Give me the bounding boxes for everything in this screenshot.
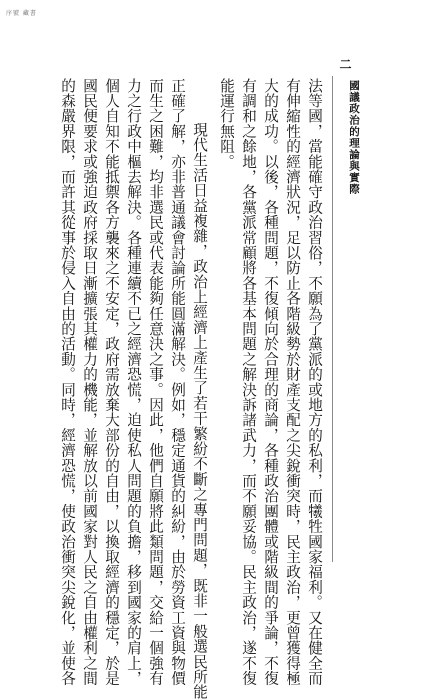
text-column: 有調和之餘地，各黨派常顧將各基本問題之解決訴諸武力，而不願妥協。民主政治，遂不復 [240,78,257,686]
text-column: 力之行政中樞去解決。各種連續不已之經濟恐慌，迫使私人問題的負擔，移到國家的肩上， [125,78,142,686]
text-column: 而生之困難，均非選民或代表能夠任意決之事。因此，他們自願將此類問題，交給一個強有 [147,78,164,686]
text-column: 法等國，當能確守政治習俗，不願為了黨派的或地方的私利，而犧牲國家福利。又在健全而 [306,78,323,686]
text-column: 大的成功。以後，各種問題，不復傾向於合理的商論，各種政治團體或階級間的爭論，不復 [262,78,279,686]
stamp-text: 序號 藏書 [6,10,37,17]
text-column: 個人自知不能抵禦各方襲來之不安定，政府需放棄大部份的自由，以換取經濟的穩定，於是 [103,78,120,686]
text-column: 的森嚴界限，而許其從事於侵入自由的活動。同時，經濟恐慌，使政治衝突尖銳化，並使各 [59,78,76,686]
header-rule [332,76,333,562]
text-column: 能運行無阻。 [218,78,235,170]
text-column: 有伸縮性的經濟狀況，足以防止各階級勢於財產支配之尖銳衝突時，民主政治，更曾獲得極 [284,78,301,686]
page-number: 二 [338,58,352,70]
page-header-title: 國議政治的理論與實際 [348,80,360,195]
text-column: 正確了解，亦非普通議會討論所能圓滿解決。例如，穩定通貨的糾紛，由於勞資工資與物價 [169,78,186,686]
text-column: 國民便要求或強迫政府採取日漸擴張其權力的機能，並解放以前國家對人民之自由權利之間 [81,78,98,686]
text-column: 現代生活日益複雜，政治上經濟上產生了若干繁紛不斷之專門問題，既非一般選民所能 [191,122,208,700]
